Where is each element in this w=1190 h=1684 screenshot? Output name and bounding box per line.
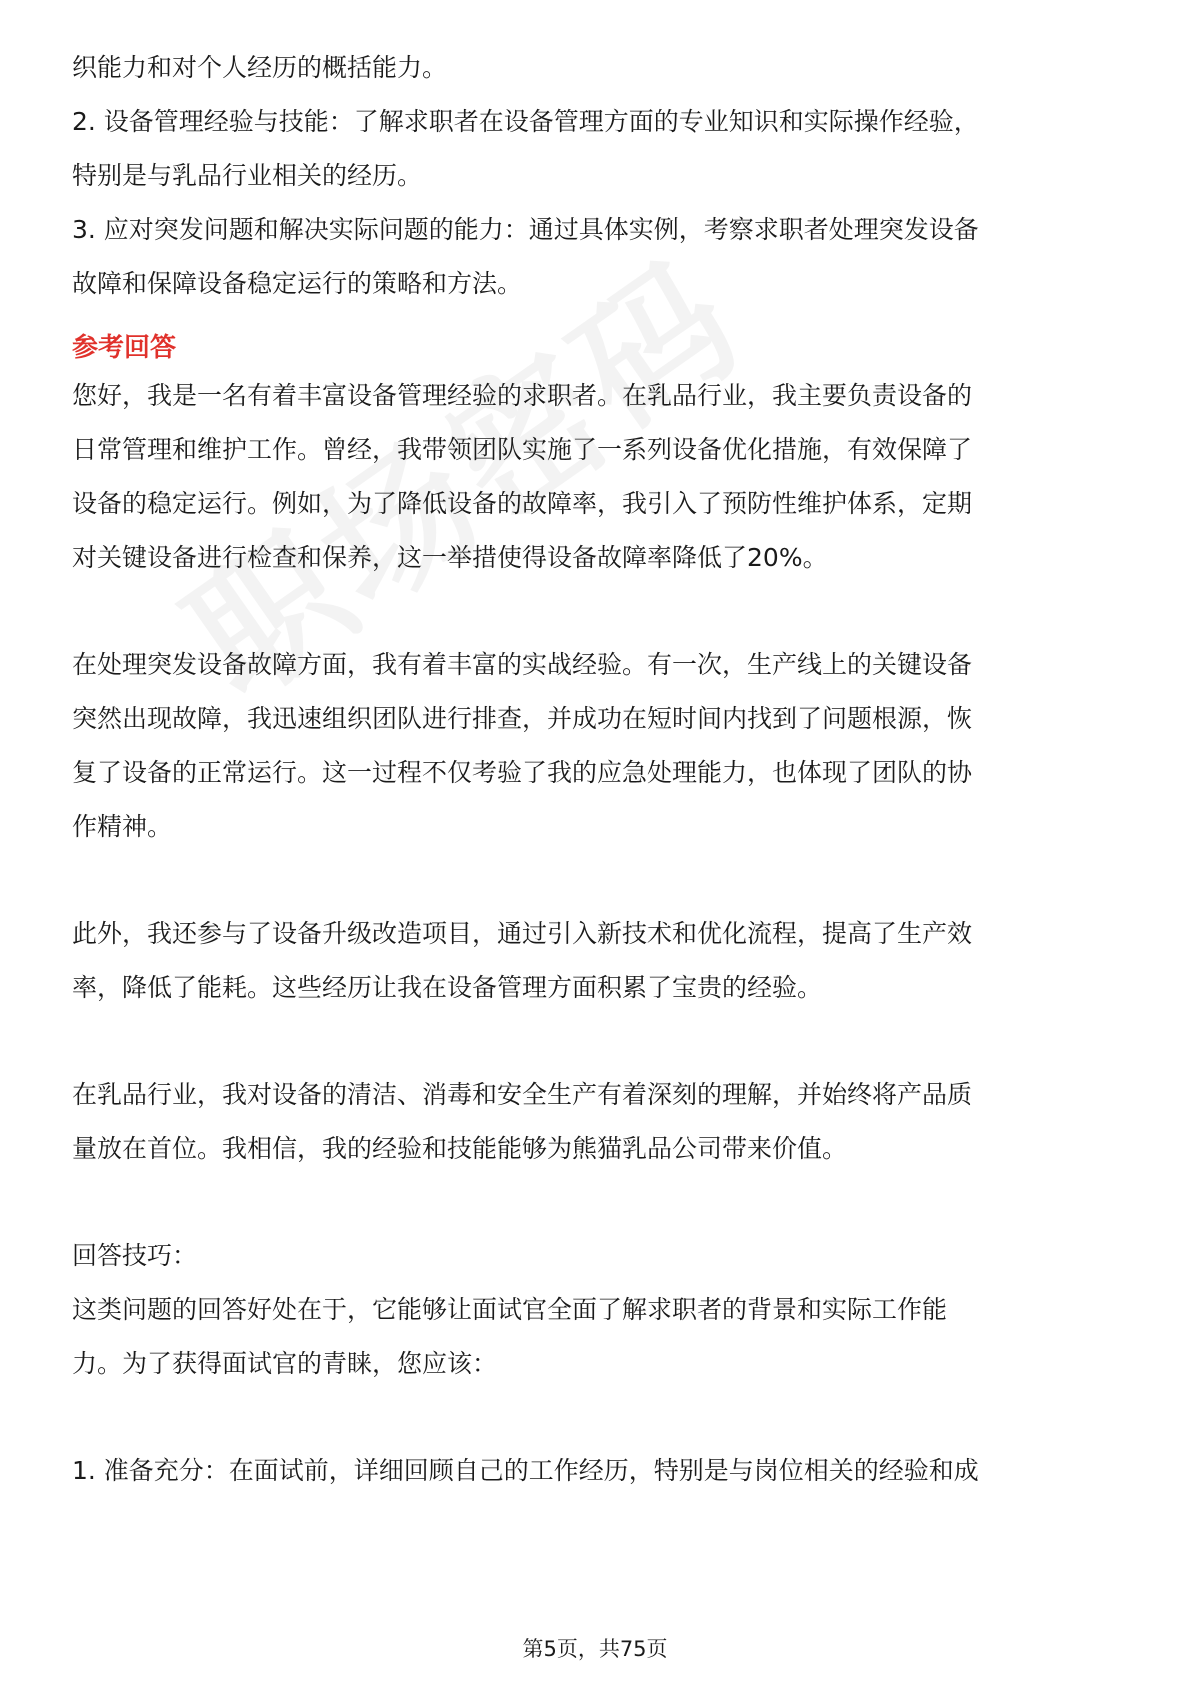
answer-line: 作精神。 xyxy=(72,812,173,841)
tips-heading: 回答技巧： xyxy=(72,1241,198,1270)
intro-line: 故障和保障设备稳定运行的策略和方法。 xyxy=(72,269,523,298)
section-heading: 参考回答 xyxy=(72,333,177,363)
intro-line: 特别是与乳品行业相关的经历。 xyxy=(72,161,423,190)
intro-line: 织能力和对个人经历的概括能力。 xyxy=(72,53,448,82)
answer-line: 率，降低了能耗。这些经历让我在设备管理方面积累了宝贵的经验。 xyxy=(72,973,823,1002)
answer-line: 您好，我是一名有着丰富设备管理经验的求职者。在乳品行业，我主要负责设备的 xyxy=(72,381,973,410)
tips-line: 1. 准备充分：在面试前，详细回顾自己的工作经历，特别是与岗位相关的经验和成 xyxy=(72,1456,979,1485)
answer-line: 在处理突发设备故障方面，我有着丰富的实战经验。有一次，生产线上的关键设备 xyxy=(72,650,973,679)
answer-line: 对关键设备进行检查和保养，这一举措使得设备故障率降低了20%。 xyxy=(72,543,828,572)
intro-line: 2. 设备管理经验与技能：了解求职者在设备管理方面的专业知识和实际操作经验， xyxy=(72,107,979,136)
answer-line: 日常管理和维护工作。曾经，我带领团队实施了一系列设备优化措施，有效保障了 xyxy=(72,435,973,464)
tips-line: 这类问题的回答好处在于，它能够让面试官全面了解求职者的背景和实际工作能 xyxy=(72,1295,948,1324)
answer-line: 此外，我还参与了设备升级改造项目，通过引入新技术和优化流程，提高了生产效 xyxy=(72,919,973,948)
answer-line: 在乳品行业，我对设备的清洁、消毒和安全生产有着深刻的理解，并始终将产品质 xyxy=(72,1080,973,1109)
tips-line: 力。为了获得面试官的青睐，您应该： xyxy=(72,1349,498,1378)
answer-line: 设备的稳定运行。例如，为了降低设备的故障率，我引入了预防性维护体系，定期 xyxy=(72,489,973,518)
answer-line: 量放在首位。我相信，我的经验和技能能够为熊猫乳品公司带来价值。 xyxy=(72,1134,848,1163)
answer-line: 复了设备的正常运行。这一过程不仅考验了我的应急处理能力，也体现了团队的协 xyxy=(72,758,973,787)
page-footer: 第5页，共75页 xyxy=(522,1637,668,1661)
answer-line: 突然出现故障，我迅速组织团队进行排查，并成功在短时间内找到了问题根源，恢 xyxy=(72,704,973,733)
intro-line: 3. 应对突发问题和解决实际问题的能力：通过具体实例，考察求职者处理突发设备 xyxy=(72,215,979,244)
